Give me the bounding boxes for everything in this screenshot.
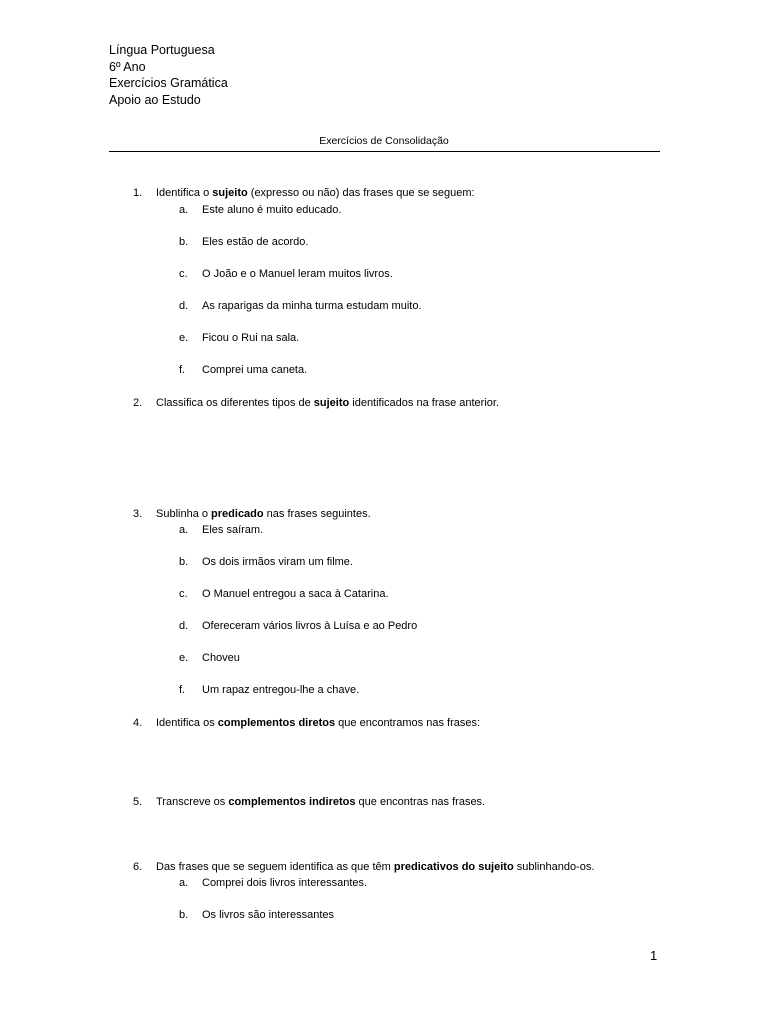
title-divider	[109, 151, 660, 152]
question-number: 3.	[133, 508, 143, 520]
support-line: Apoio ao Estudo	[109, 92, 201, 107]
question-text: Identifica o sujeito (expresso ou não) das frases que se seguem:	[156, 187, 475, 199]
grade-line: 6º Ano	[109, 59, 146, 74]
page-number: 1	[650, 948, 658, 963]
question-number: 5.	[133, 796, 143, 808]
page-title: Exercícios de Consolidação	[319, 135, 449, 147]
question-number: 6.	[133, 861, 143, 873]
subject-line: Língua Portuguesa	[109, 43, 215, 57]
question-number: 2.	[133, 397, 143, 409]
document-header	[109, 42, 228, 108]
question-text: Sublinha o predicado nas frases seguintes.	[156, 508, 371, 520]
question-text: Transcreve os complementos indiretos que encontras nas frases.	[156, 796, 486, 808]
question-number: 1.	[133, 187, 143, 199]
question-text: Identifica os complementos diretos que encontramos nas frases:	[156, 717, 481, 729]
question-number: 4.	[133, 717, 143, 729]
question-text: Classifica os diferentes tipos de sujeito identificados na frase anterior.	[156, 397, 500, 409]
question-text: Das frases que se seguem identifica as que têm predicativos do sujeito sublinhando-os.	[156, 861, 595, 873]
exercise-type-line: Exercícios Gramática	[109, 76, 228, 90]
